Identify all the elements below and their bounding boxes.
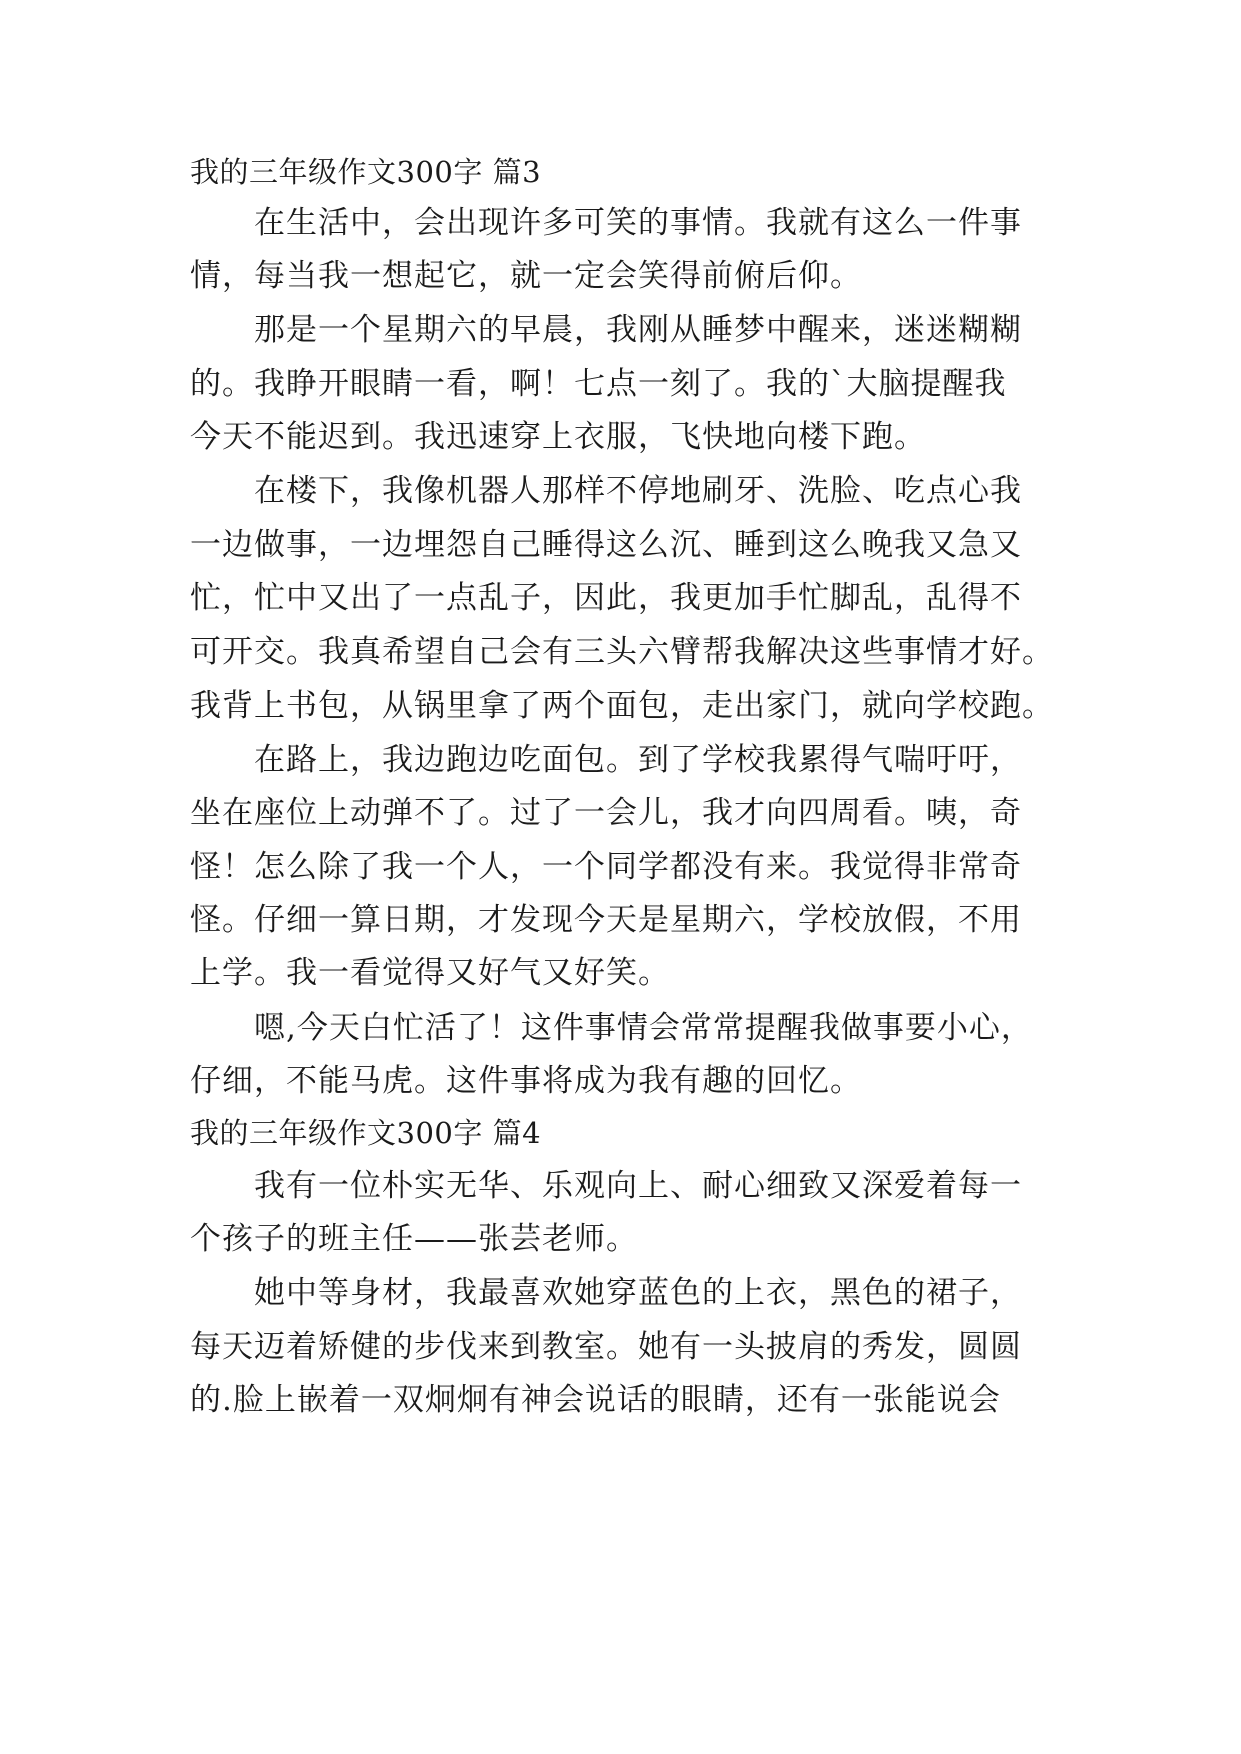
paragraph-line: 仔细，不能马虎。这件事将成为我有趣的回忆。 xyxy=(190,1063,862,1099)
paragraph-line: 在路上，我边跑边吃面包。到了学校我累得气喘吁吁， xyxy=(190,742,1022,778)
section-heading: 我的三年级作文300字 篇4 xyxy=(190,1116,542,1150)
paragraph-line: 我背上书包，从锅里拿了两个面包，走出家门，就向学校跑。 xyxy=(190,688,1054,724)
paragraph-line: 的。我睁开眼睛一看，啊！七点一刻了。我的`大脑提醒我 xyxy=(190,366,1007,402)
paragraph-line: 那是一个星期六的早晨，我刚从睡梦中醒来，迷迷糊糊 xyxy=(190,312,1022,348)
section-heading: 我的三年级作文300字 篇3 xyxy=(190,155,542,189)
paragraph-line: 今天不能迟到。我迅速穿上衣服，飞快地向楼下跑。 xyxy=(190,419,926,455)
paragraph-line: 可开交。我真希望自己会有三头六臂帮我解决这些事情才好。 xyxy=(190,634,1054,670)
paragraph-line: 她中等身材，我最喜欢她穿蓝色的上衣，黑色的裙子， xyxy=(190,1275,1022,1311)
paragraph-line: 我有一位朴实无华、乐观向上、耐心细致又深爱着每一 xyxy=(190,1168,1022,1204)
paragraph-line: 怪！怎么除了我一个人，一个同学都没有来。我觉得非常奇 xyxy=(190,849,1022,885)
paragraph-line: 怪。仔细一算日期，才发现今天是星期六，学校放假，不用 xyxy=(190,902,1022,938)
paragraph-line: 上学。我一看觉得又好气又好笑。 xyxy=(190,955,670,991)
paragraph-line: 在楼下，我像机器人那样不停地刷牙、洗脸、吃点心我 xyxy=(190,473,1022,509)
paragraph-line: 坐在座位上动弹不了。过了一会儿，我才向四周看。咦，奇 xyxy=(190,795,1022,831)
paragraph-line: 忙，忙中又出了一点乱子，因此，我更加手忙脚乱，乱得不 xyxy=(190,580,1022,616)
paragraph-line: 嗯,今天白忙活了！这件事情会常常提醒我做事要小心， xyxy=(190,1010,1033,1046)
paragraph-line: 一边做事，一边埋怨自己睡得这么沉、睡到这么晚我又急又 xyxy=(190,527,1022,563)
paragraph-line: 每天迈着矫健的步伐来到教室。她有一头披肩的秀发，圆圆 xyxy=(190,1329,1022,1365)
paragraph-line: 在生活中，会出现许多可笑的事情。我就有这么一件事 xyxy=(190,205,1022,241)
paragraph-line: 情，每当我一想起它，就一定会笑得前俯后仰。 xyxy=(190,258,862,294)
paragraph-line: 的.脸上嵌着一双炯炯有神会说话的眼睛，还有一张能说会 xyxy=(190,1382,1001,1418)
paragraph-line: 个孩子的班主任——张芸老师。 xyxy=(190,1221,638,1257)
